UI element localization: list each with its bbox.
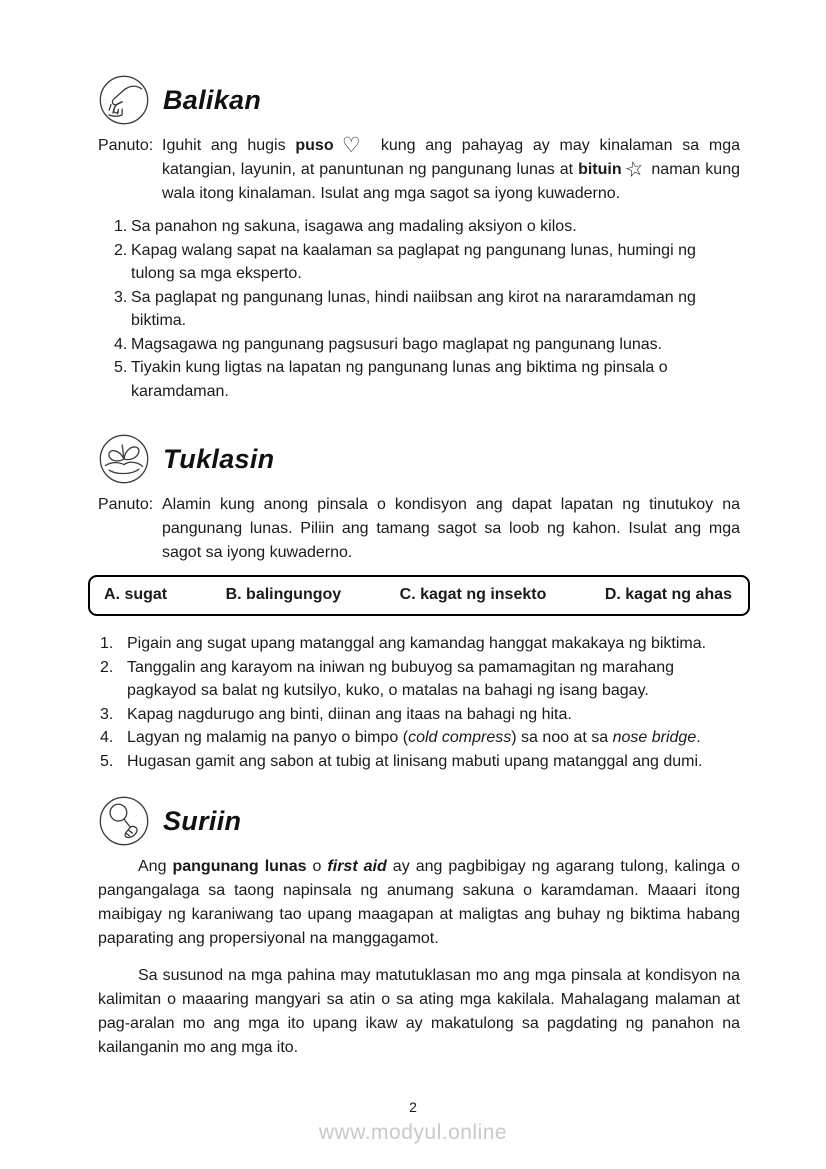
section-balikan [98, 74, 740, 403]
list-item [114, 239, 740, 286]
list-item-number: 5. [114, 359, 128, 376]
list-item-text: Hugasan gamit ang sabon at tubig at linisang mabuti upang matanggal ang dumi. [127, 752, 703, 770]
answer-options-box [88, 575, 750, 616]
balikan-header [98, 74, 740, 126]
suriin-paragraph-1: Ang pangunang lunas o first aid ay ang pagbibigay ng agarang tulong, kalinga o pangangalaga sa taong napinsala ng anumang sakuna o karamdaman. Maaari itong maibigay ng karaniwang tao upang maagapan at maligtas ang buhay ng biktima habang paparating ang propersiyonal na manggagamot. [98, 858, 740, 947]
list-item-text: Sa panahon ng sakuna, isagawa ang madaling aksiyon o kilos. [131, 218, 577, 235]
suriin-paragraph-2: Sa susunod na mga pahina may matutuklasan mo ang mga pinsala at kondisyon na kalimitan o maaaring mangyari sa atin o sa ating mga kakilala. Mahalagang malaman at pag-aralan mo ang mga ito upang ikaw ay makatulong sa pagdating ng panahon na kailanganin mo ang mga ito. [98, 967, 740, 1056]
list-item-number: 1. [114, 218, 128, 235]
panuto-label: Panuto: [98, 496, 154, 513]
list-item-number: 4. [100, 729, 114, 746]
balikan-panuto [98, 134, 740, 206]
list-item-text: Kapag nagdurugo ang binti, diinan ang itaas na bahagi ng hita. [127, 705, 572, 723]
section-title-suriin: Suriin [163, 805, 242, 836]
list-item-number: 3. [114, 288, 128, 306]
list-item [100, 632, 740, 656]
hand-seedling-icon [98, 433, 150, 485]
list-item [114, 215, 740, 239]
list-item [100, 726, 740, 750]
panuto-text: Alamin kung anong pinsala o kondisyon ang dapat lapatan ng tinutukoy na pangunang lunas. Piliin ang tamang sagot sa loob ng kahon. Isulat ang mga sagot sa iyong kuwaderno. [162, 496, 740, 561]
page-number: 2 [409, 1099, 417, 1115]
option-b: B. balingungoy [225, 586, 342, 603]
list-item-text: Tanggalin ang karayom na iniwan ng bubuyog sa pamamagitan ng marahang pagkayod sa balat ng kutsilyo, kuko, o matalas na bahagi ng isang bagay. [127, 658, 675, 699]
section-title-balikan: Balikan [163, 84, 262, 115]
section-suriin [98, 795, 740, 1060]
list-item [100, 656, 740, 703]
balikan-list [114, 215, 740, 403]
list-item [114, 333, 740, 357]
list-item [114, 286, 740, 333]
option-d: D. kagat ng ahas [604, 586, 732, 603]
list-item-number: 5. [100, 752, 114, 770]
list-item-number: 1. [100, 635, 114, 652]
magnifying-glass-hand-icon [98, 795, 150, 847]
suriin-header [98, 795, 740, 847]
list-item [114, 356, 740, 403]
list-item [100, 703, 740, 727]
panuto-text: Iguhit ang hugis puso ♡ kung ang pahayag ay may kinalaman sa mga katangian, layunin, at panuntunan ng pangunang lunas at bituin☆ naman kung wala itong kinalaman. Isulat ang mga sagot sa iyong kuwaderno. [162, 134, 741, 202]
list-item-number: 2. [100, 658, 114, 676]
list-item-text: Tiyakin kung ligtas na lapatan ng pangunang lunas ang biktima ng pinsala o karamdaman. [131, 359, 668, 400]
page-content [98, 74, 740, 1073]
tuklasin-header [98, 433, 740, 485]
tuklasin-panuto [98, 493, 740, 565]
list-item-text: Kapag walang sapat na kaalaman sa paglapat ng pangunang lunas, humingi ng tulong sa mga eksperto. [131, 241, 696, 282]
list-item-text: Lagyan ng malamig na panyo o bimpo (cold compress) sa noo at sa nose bridge. [127, 729, 701, 746]
section-tuklasin [98, 433, 740, 773]
list-item-text: Sa paglapat ng pangunang lunas, hindi naiibsan ang kirot na nararamdaman ng biktima. [131, 288, 696, 329]
list-item-text: Pigain ang sugat upang matanggal ang kamandag hanggat makakaya ng biktima. [127, 635, 707, 652]
hand-writing-icon [98, 74, 150, 126]
list-item-number: 2. [114, 241, 128, 259]
list-item-number: 4. [114, 335, 128, 353]
option-c: C. kagat ng insekto [399, 586, 547, 603]
panuto-label: Panuto: [98, 137, 154, 154]
list-item-number: 3. [100, 705, 114, 723]
section-title-tuklasin: Tuklasin [163, 443, 275, 474]
list-item-text: Magsagawa ng pangunang pagsusuri bago maglapat ng pangunang lunas. [131, 335, 663, 353]
option-a: A. sugat [104, 586, 168, 603]
watermark: www.modyul.online [318, 1121, 508, 1144]
tuklasin-list [100, 632, 740, 773]
list-item [100, 750, 740, 774]
